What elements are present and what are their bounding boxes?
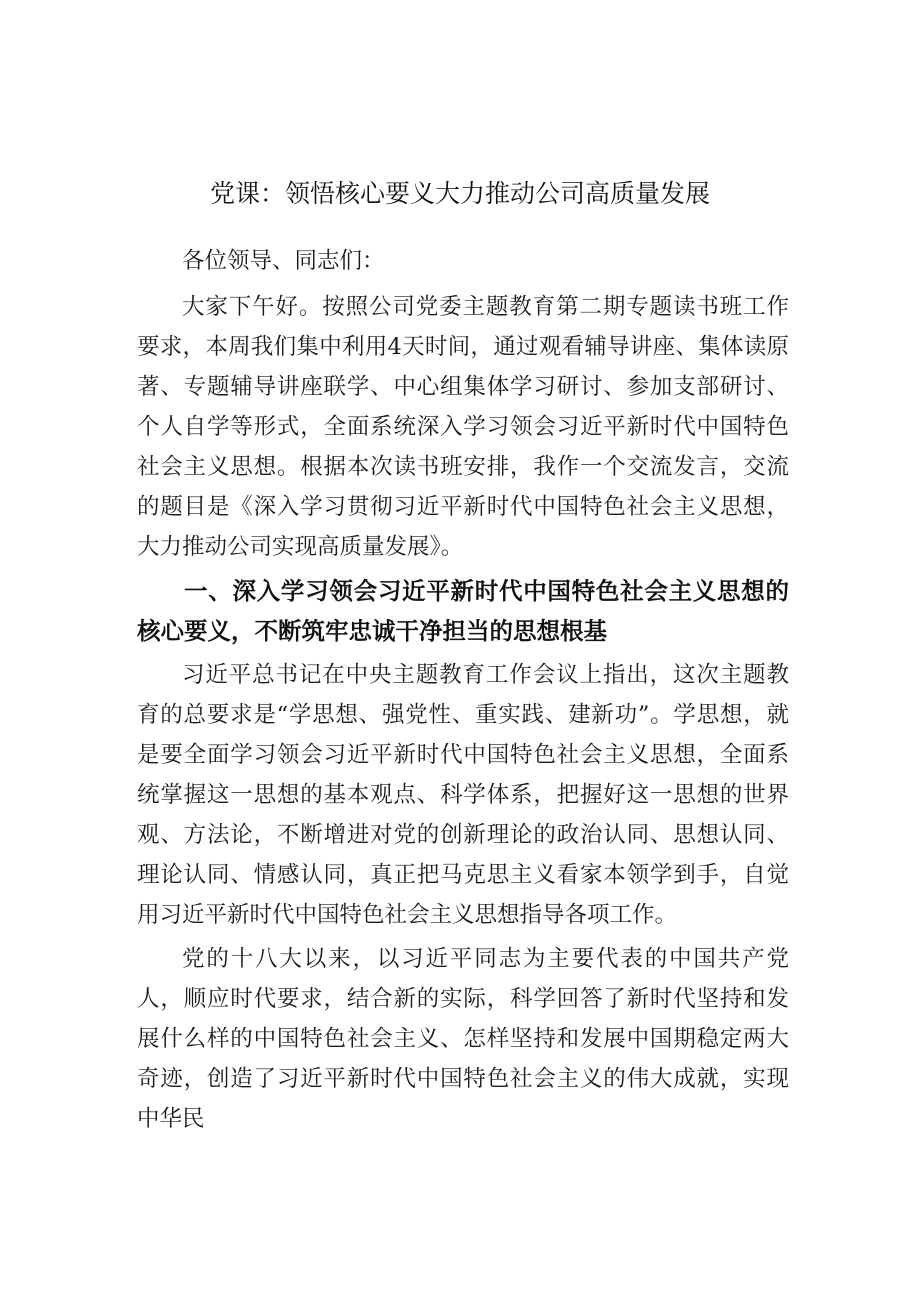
document-title: 党课：领悟核心要义大力推动公司高质量发展 [209, 179, 710, 208]
document-body [137, 241, 789, 1139]
paragraph-history: 党的十八大以来，以习近平同志为主要代表的中国共产党人，顺应时代要求，结合新的实际，科学回答了新时代坚持和发展什么样的中国特色社会主义、怎样坚持和发展中国期稳定两大奇迹，创造了习近平新时代中国特色社会主义的伟大成就，实现中华民 [137, 946, 789, 1132]
section-heading: 一、深入学习领会习近平新时代中国特色社会主义思想的核心要义，不断筑牢忠诚干净担当的思想根基 [137, 577, 789, 645]
paragraph-requirements: 习近平总书记在中央主题教育工作会议上指出，这次主题教育的总要求是“学思想、强党性、重实践、建新功”。学思想，就是要全面学习领会习近平新时代中国特色社会主义思想，全面系统掌握这一思想的基本观点、科学体系，把握好这一思想的世界观、方法论，不断增进对党的创新理论的政治认同、思想认同、理论认同、情感认同，真正把马克思主义看家本领学到手，自觉用习近平新时代中国特色社会主义思想指导各项工作。 [137, 662, 789, 928]
salutation: 各位领导、同志们： [182, 248, 385, 274]
paragraph-intro: 大家下午好。按照公司党委主题教育第二期专题读书班工作要求，本周我们集中利用4天时间，通过观看辅导讲座、集体读原著、专题辅导讲座联学、中心组集体学习研讨、参加支部研讨、个人自学等形式，全面系统深入学习领会习近平新时代中国特色社会主义思想。根据本次读书班安排，我作一个交流发言，交流的题目是《深入学习贯彻习近平新时代中国特色社会主义思想，大力推动公司实现高质量发展》。 [137, 294, 789, 560]
